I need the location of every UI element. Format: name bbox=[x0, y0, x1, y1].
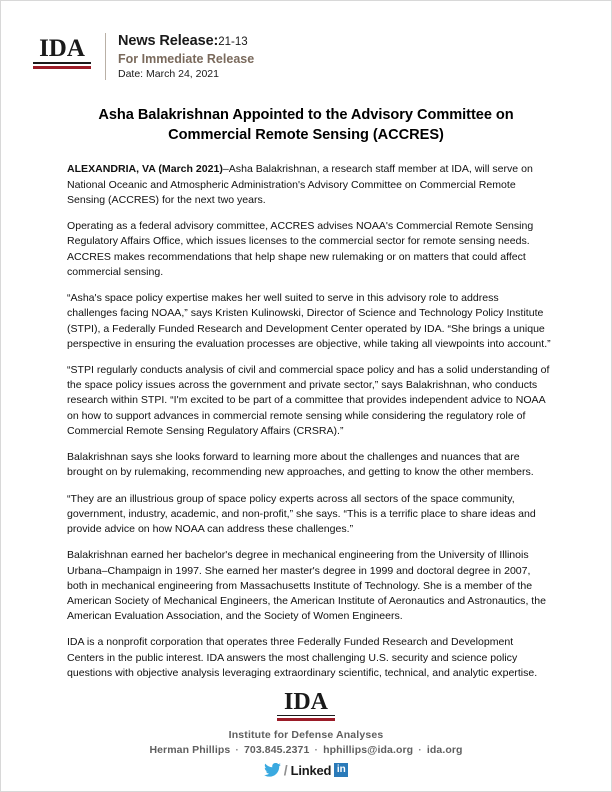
masthead bbox=[1, 1, 611, 82]
news-release-label: News Release: bbox=[118, 33, 219, 49]
footer-separator-1: · bbox=[235, 744, 239, 756]
masthead-text-block bbox=[118, 31, 254, 82]
footer-contact-line bbox=[1, 744, 611, 756]
release-date: Date: March 24, 2021 bbox=[118, 68, 219, 81]
paragraph-kulinowski-quote: “Asha's space policy expertise makes her well suited to serve in this advisory role to address challenges facing NOAA,” says Kristen Kulinowski, Director of Science and Technology Policy Institute (STPI), a Federally Funded Research and Development Center operated by IDA. “She brings a unique perspective in ensuring the evaluation processes are objective, while taking all viewpoints into account.” bbox=[67, 292, 551, 350]
paragraph-accres-role: Operating as a federal advisory committee, ACCRES advises NOAA's Commercial Remote Sensing Regulatory Affairs Office, which issues licenses to the commercial sector for remote sensing needs. ACCRES makes recommendations that help shape new rulemaking or on matters that could affect commercial sensing. bbox=[67, 220, 534, 278]
footer-organization-name: Institute for Defense Analyses bbox=[228, 729, 384, 741]
footer-contact-phone[interactable]: 703.845.2371 bbox=[243, 744, 310, 756]
footer-contact-website[interactable]: ida.org bbox=[426, 744, 463, 756]
footer-contact-name: Herman Phillips bbox=[149, 744, 231, 756]
paragraph-about-ida: IDA is a nonprofit corporation that operates three Federally Funded Research and Development Centers in the public interest. IDA answers the most challenging U.S. security and science policy questions with objective analysis leveraging extraordinary scientific, technical, and analytic expertise. bbox=[67, 636, 538, 679]
dateline-text: ALEXANDRIA, VA (March 2021) bbox=[67, 163, 223, 176]
footer-separator-3: · bbox=[418, 744, 422, 756]
paragraph-balakrishnan-quote: “STPI regularly conducts analysis of civil and commercial space policy and has a solid understanding of the space policy issues across the government and private sector,” says Balakrishnan, who conducts research within STPI. “I'm excited to be part of a committee that provides independent advice to NOAA on how to support advances in commercial remote sensing while considering the regulatory role of Commercial Remote Sensing Regulatory Affairs (CRSRA).” bbox=[67, 363, 550, 437]
page-footer bbox=[1, 690, 611, 778]
footer-contact-email[interactable]: hphillips@ida.org bbox=[323, 744, 414, 756]
footer-separator-2: · bbox=[314, 744, 319, 756]
footer-ida-logo bbox=[277, 690, 335, 722]
article-body bbox=[67, 162, 551, 681]
header-logo-rule-dark bbox=[33, 62, 91, 64]
header-ida-logo bbox=[33, 31, 91, 69]
paragraph-dateline bbox=[67, 162, 551, 208]
footer-logo-rule-dark bbox=[277, 715, 335, 717]
linkedin-word[interactable]: Linked bbox=[290, 762, 332, 778]
release-number: 21-13 bbox=[218, 36, 248, 48]
footer-logo-text: IDA bbox=[283, 688, 328, 715]
header-logo-text: IDA bbox=[39, 35, 85, 62]
social-separator-slash: / bbox=[283, 762, 288, 778]
header-logo-rule-red bbox=[33, 66, 91, 69]
page-title: Asha Balakrishnan Appointed to the Advisory Committee on Commercial Remote Sensing (ACCRES) bbox=[98, 107, 514, 143]
linkedin-icon[interactable]: in bbox=[334, 763, 348, 777]
paragraph-text: –Asha Balakrishnan, a research staff member at IDA, will serve on National Oceanic and Atmospheric Administration's Advisory Committee on Commercial Remote Sensing (ACCRES) for the next two years. bbox=[67, 163, 533, 206]
immediate-release-label: For Immediate Release bbox=[118, 52, 255, 67]
paragraph-illustrious-group: “They are an illustrious group of space policy experts across all sectors of the space community, government, industry, academic, and non-profit,” she says. “This is a terrific place to share ideas and provide advice on how NOAA can address these challenges.” bbox=[67, 492, 536, 536]
news-release-line bbox=[118, 32, 254, 50]
paragraph-biography: Balakrishnan earned her bachelor's degree in mechanical engineering from the University of Illinois Urbana–Champaign in 1997. She earned her master's degree in 1999 and doctoral degree in 2007, both in mechanical engineering from Massachusetts Institute of Technology. She is a member of the American Society of Mechanical Engineers, the American Institute of Aeronautics and Astronautics, the American Evaluation Association, and the Society of Women Engineers. bbox=[67, 549, 546, 623]
social-links bbox=[1, 763, 611, 777]
footer-logo-rule-red bbox=[277, 718, 335, 721]
twitter-icon[interactable] bbox=[264, 763, 281, 777]
masthead-vertical-divider bbox=[105, 33, 106, 80]
paragraph-looking-forward: Balakrishnan says she looks forward to learning more about the challenges and nuances that are brought on by rulemaking, recommending new approaches, and getting to know the other members. bbox=[67, 451, 534, 479]
